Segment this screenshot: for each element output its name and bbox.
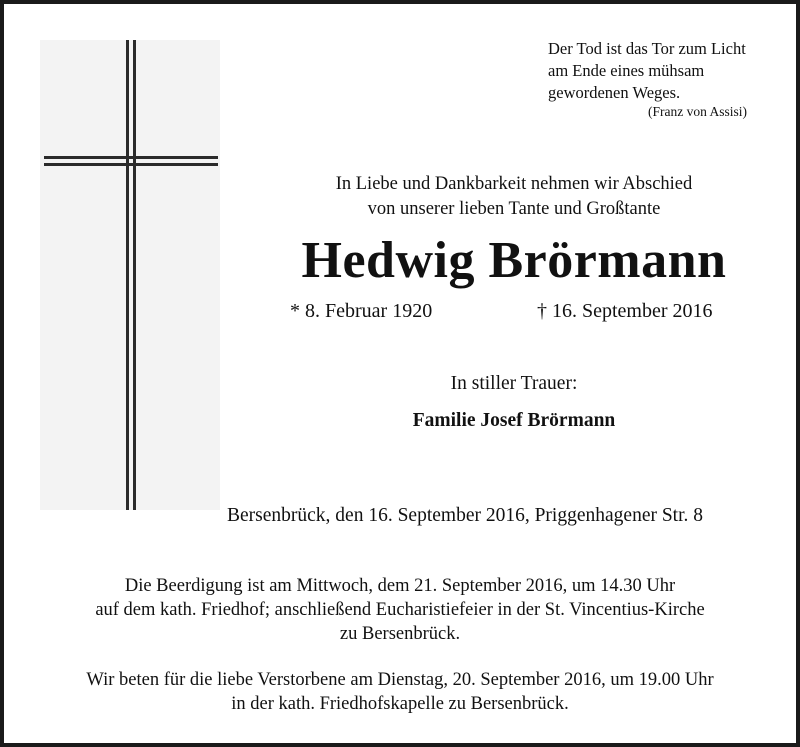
- mourners-family: Familie Josef Brörmann: [412, 410, 616, 431]
- prayer-line: Wir beten für die liebe Verstorbene am Dienstag, 20. September 2016, um 19.00 Uhr: [86, 670, 714, 690]
- mourners-label: In stiller Trauer:: [450, 373, 578, 394]
- funeral-line: Die Beerdigung ist am Mittwoch, dem 21. September 2016, um 14.30 Uhr: [124, 576, 676, 596]
- birth-date: * 8. Februar 1920: [290, 300, 433, 322]
- funeral-line: zu Bersenbrück.: [339, 624, 461, 644]
- quote-line: Der Tod ist das Tor zum Licht: [548, 39, 746, 58]
- quote-line: gewordenen Weges.: [548, 83, 681, 102]
- quote-author: (Franz von Assisi): [648, 104, 747, 119]
- death-date: † 16. September 2016: [537, 300, 713, 322]
- deceased-name: Hedwig Brörmann: [301, 232, 727, 289]
- prayer-line: in der kath. Friedhofskapelle zu Bersenbrück.: [231, 694, 569, 714]
- place-date: Bersenbrück, den 16. September 2016, Priggenhagener Str. 8: [227, 505, 704, 526]
- cross-icon: [40, 40, 220, 510]
- prayer-info: [0, 668, 800, 716]
- intro-line: von unserer lieben Tante und Großtante: [367, 199, 661, 219]
- intro-text: [214, 172, 800, 222]
- funeral-line: auf dem kath. Friedhof; anschließend Eucharistiefeier in der St. Vincentius-Kirche: [95, 600, 705, 620]
- quote-line: am Ende eines mühsam: [548, 61, 705, 80]
- funeral-info: [0, 574, 800, 646]
- quote: [548, 38, 746, 104]
- intro-line: In Liebe und Dankbarkeit nehmen wir Abschied: [335, 174, 693, 194]
